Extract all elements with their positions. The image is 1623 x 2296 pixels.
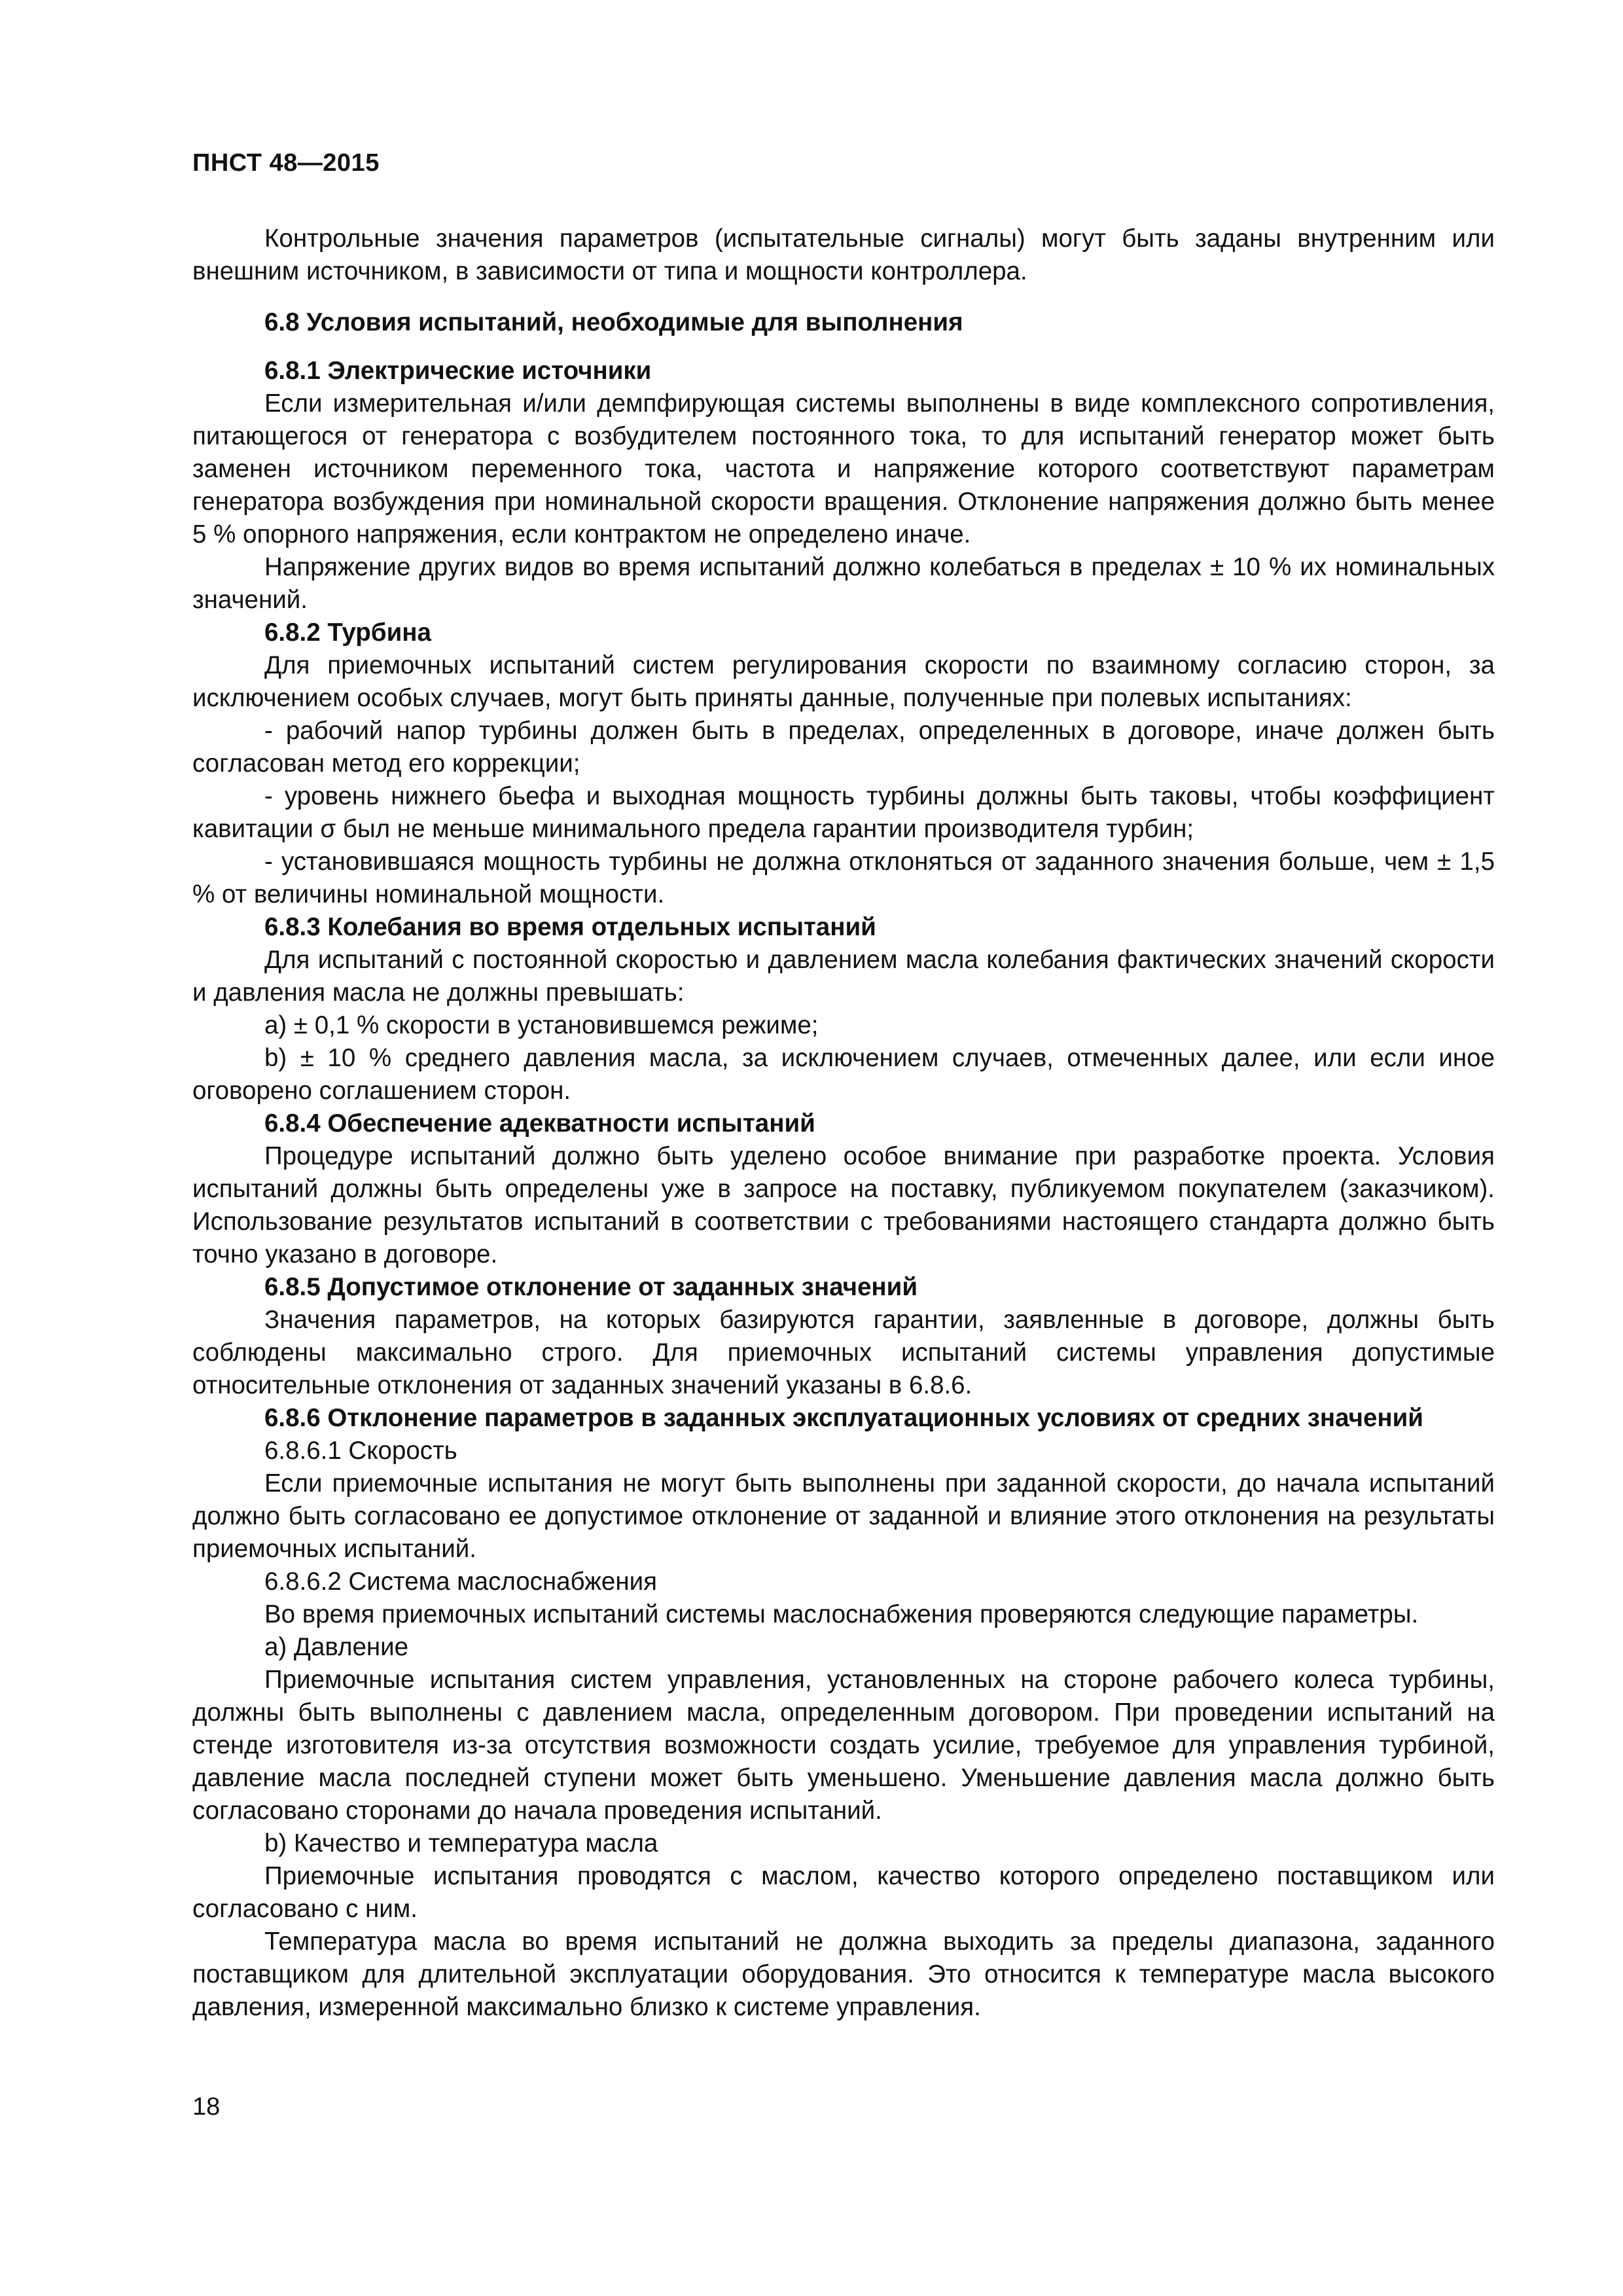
paragraph: Значения параметров, на которых базируются гарантии, заявленные в договоре, должны быть соблюдены максимально строго. Для приемочных испытаний системы управления допустимые относительные отклонения от заданных значений указаны в 6.8.6.	[192, 1306, 1495, 1399]
subsection-heading: 6.8.5 Допустимое отклонение от заданных значений	[264, 1273, 918, 1301]
paragraph: Если измерительная и/или демпфирующая системы выполнены в виде комплексного сопротивления, питающегося от генератора с возбудителем постоянного тока, то для испытаний генератор может быть заменен источником переменного тока, частота и напряжение которого соответствуют параметрам генератора возбуждения при номинальной скорости вращения. Отклонение напряжения должно быть менее 5 % опорного напряжения, если контрактом не определено иначе.	[192, 389, 1495, 548]
paragraph: Процедуре испытаний должно быть уделено особое внимание при разработке проекта. Условия испытаний должны быть определены уже в запросе на поставку, публикуемом покупателем (заказчиком). Использование результатов испытаний в соответствии с требованиями настоящего стандарта должно быть точно указано в договоре.	[192, 1142, 1495, 1268]
paragraph: Для приемочных испытаний систем регулирования скорости по взаимному согласию сторон, за исключением особых случаев, могут быть приняты данные, полученные при полевых испытаниях:	[192, 651, 1495, 712]
list-item: b) ± 10 % среднего давления масла, за исключением случаев, отмеченных далее, или если иное оговорено соглашением сторон.	[192, 1044, 1495, 1105]
list-item: а) ± 0,1 % скорости в установившемся режиме;	[264, 1011, 819, 1039]
document-header: ПНСТ 48—2015	[192, 149, 380, 177]
list-item: а) Давление	[264, 1633, 409, 1661]
paragraph: Для испытаний с постоянной скоростью и давлением масла колебания фактических значений скорости и давления масла не должны превышать:	[192, 946, 1495, 1007]
subsection-heading: 6.8.6 Отклонение параметров в заданных эксплуатационных условиях от средних значений	[264, 1404, 1423, 1432]
subsection-heading: 6.8.2 Турбина	[264, 619, 431, 647]
list-item: - рабочий напор турбины должен быть в пределах, определенных в договоре, иначе должен быть согласован метод его коррекции;	[192, 717, 1495, 778]
subsection-heading: 6.8.3 Колебания во время отдельных испытаний	[264, 913, 876, 941]
list-item: - установившаяся мощность турбины не должна отклоняться от заданного значения больше, чем ± 1,5 % от величины номинальной мощности.	[192, 848, 1495, 908]
subsection-heading: 6.8.4 Обеспечение адекватности испытаний	[264, 1109, 815, 1138]
subsection-heading: 6.8.1 Электрические источники	[264, 357, 652, 385]
page-number: 18	[192, 2093, 221, 2121]
document-body	[192, 223, 1495, 2024]
subsubsection-heading: 6.8.6.1 Скорость	[264, 1437, 457, 1465]
paragraph: Температура масла во время испытаний не должна выходить за пределы диапазона, заданного поставщиком для длительной эксплуатации оборудования. Это относится к температуре масла высокого давления, измеренной максимально близко к системе управления.	[192, 1928, 1495, 2021]
paragraph: Во время приемочных испытаний системы маслоснабжения проверяются следующие параметры.	[264, 1600, 1419, 1628]
list-item: b) Качество и температура масла	[264, 1829, 658, 1857]
paragraph: Напряжение других видов во время испытаний должно колебаться в пределах ± 10 % их номинальных значений.	[192, 553, 1495, 614]
paragraph: Если приемочные испытания не могут быть выполнены при заданной скорости, до начала испытаний должно быть согласовано ее допустимое отклонение от заданной и влияние этого отклонения на результаты приемочных испытаний.	[192, 1469, 1495, 1563]
paragraph: Приемочные испытания проводятся с маслом, качество которого определено поставщиком или согласовано с ним.	[192, 1862, 1495, 1923]
list-item: - уровень нижнего бьефа и выходная мощность турбины должны быть таковы, чтобы коэффициент кавитации σ был не меньше минимального предела гарантии производителя турбин;	[192, 782, 1495, 843]
subsubsection-heading: 6.8.6.2 Система маслоснабжения	[264, 1568, 657, 1596]
paragraph: Контрольные значения параметров (испытательные сигналы) могут быть заданы внутренним или внешним источником, в зависимости от типа и мощности контроллера.	[192, 224, 1495, 285]
paragraph: Приемочные испытания систем управления, установленных на стороне рабочего колеса турбины, должны быть выполнены с давлением масла, определенным договором. При проведении испытаний на стенде изготовителя из-за отсутствия возможности создать усилие, требуемое для управления турбиной, давление масла последней ступени может быть уменьшено. Уменьшение давления масла должно быть согласовано сторонами до начала проведения испытаний.	[192, 1666, 1495, 1825]
section-heading: 6.8 Условия испытаний, необходимые для выполнения	[264, 308, 963, 336]
